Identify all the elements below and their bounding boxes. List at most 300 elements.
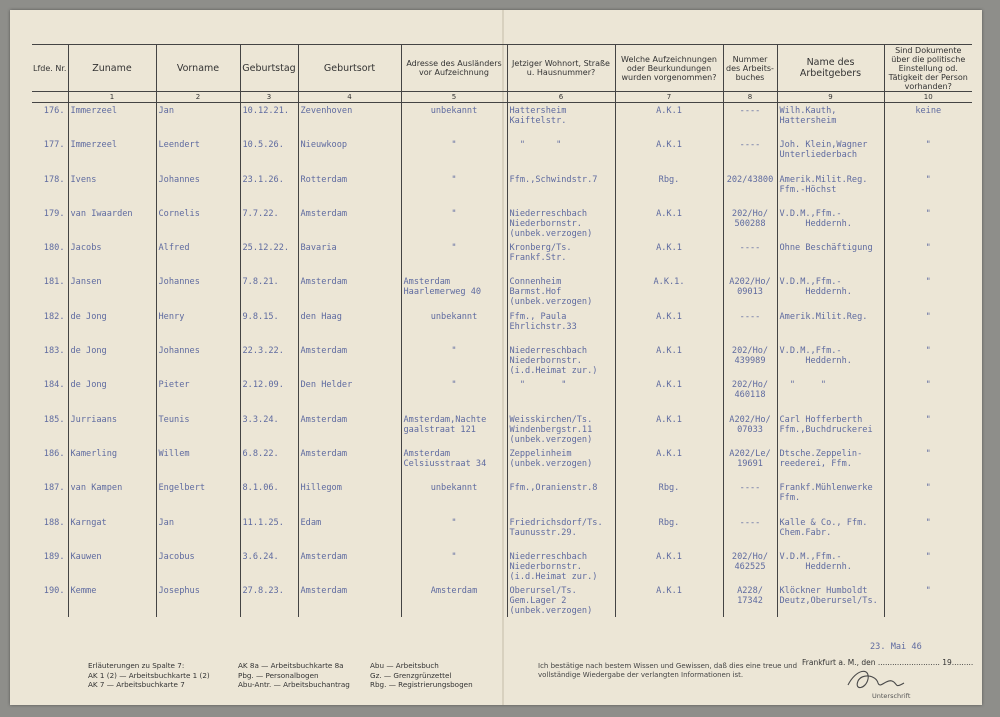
cell-geburtsort <box>298 172 401 206</box>
cell-arbeitgeber <box>777 549 884 583</box>
cell-text: 202/Ho/ 462525 <box>731 551 769 572</box>
cell-text: ---- <box>739 243 761 254</box>
cell-text: Den Helder <box>300 380 353 391</box>
cell-text: Edam <box>300 517 322 528</box>
cell-text: Wilh.Kauth, Hattersheim <box>779 106 837 126</box>
cell-dok <box>884 515 972 549</box>
cell-vorname <box>156 480 240 514</box>
cell-text: " <box>925 448 931 459</box>
cell-buch <box>723 343 777 377</box>
cell-vorname <box>156 377 240 411</box>
cell-aufz <box>615 274 723 308</box>
cell-buch <box>723 515 777 549</box>
cell-text: Bavaria <box>300 243 337 254</box>
cell-text: 11.1.25. <box>242 517 284 528</box>
cell-aufz <box>615 515 723 549</box>
cell-aufz <box>615 583 723 617</box>
column-header: Jetziger Wohnort, Straße u. Hausnummer? <box>507 45 615 92</box>
cell-wohnort <box>507 137 615 171</box>
column-header: Name des Arbeitgebers <box>777 45 884 92</box>
cell-text: ---- <box>739 140 761 151</box>
cell-wohnort <box>507 240 615 274</box>
cell-geburtstag <box>240 172 298 206</box>
cell-text: Jacobs <box>70 243 102 254</box>
year-suffix: 19 <box>942 658 952 667</box>
cell-text: Hillegom <box>300 483 342 494</box>
cell-text: Kronberg/Ts. Frankf.Str. <box>509 243 572 264</box>
cell-aufz <box>615 446 723 480</box>
cell-wohnort <box>507 583 615 617</box>
cell-geburtsort <box>298 103 401 138</box>
cell-buch <box>723 172 777 206</box>
column-number <box>32 92 68 103</box>
cell-wohnort <box>507 309 615 343</box>
cell-text: " <box>925 174 931 185</box>
cell-buch <box>723 309 777 343</box>
cell-text: de Jong <box>70 380 107 391</box>
table-row <box>32 549 972 583</box>
register-sheet <box>10 10 982 705</box>
cell-arbeitgeber <box>777 480 884 514</box>
cell-text: unbekannt <box>430 483 478 494</box>
cell-text: Jansen <box>70 277 102 288</box>
cell-text: " " <box>509 140 562 151</box>
cell-zuname <box>68 446 156 480</box>
cell-text: Amsterdam <box>300 551 348 562</box>
cell-arbeitgeber <box>777 309 884 343</box>
cell-text: " <box>451 140 457 151</box>
column-number: 7 <box>615 92 723 103</box>
cell-zuname <box>68 172 156 206</box>
typed-date: 23. Mai 46 <box>870 642 922 652</box>
cell-geburtstag <box>240 412 298 446</box>
cell-dok <box>884 240 972 274</box>
cell-text: unbekannt <box>430 106 478 116</box>
cell-dok <box>884 480 972 514</box>
cell-vorname <box>156 274 240 308</box>
cell-text: Amsterdam <box>300 277 348 288</box>
cell-text: 186. <box>43 448 65 459</box>
cell-text: 3.3.24. <box>242 414 279 425</box>
cell-wohnort <box>507 515 615 549</box>
register-body <box>32 103 972 618</box>
signature-image <box>842 665 912 695</box>
cell-nr <box>32 240 68 274</box>
cell-buch <box>723 240 777 274</box>
table-row <box>32 343 972 377</box>
cell-adresse <box>401 103 507 138</box>
cell-text: Johannes <box>158 174 200 185</box>
cell-text: A202/Ho/ 07033 <box>729 414 771 435</box>
cell-dok <box>884 343 972 377</box>
column-header: Geburtstag <box>240 45 298 92</box>
cell-text: Amsterdam,Nachte gaalstraat 121 <box>403 414 487 435</box>
legend-heading: Erläuterungen zu Spalte 7: <box>88 661 185 670</box>
cell-aufz <box>615 343 723 377</box>
cell-vorname <box>156 240 240 274</box>
cell-adresse <box>401 274 507 308</box>
cell-geburtsort <box>298 515 401 549</box>
column-number: 2 <box>156 92 240 103</box>
cell-text: Jacobus <box>158 551 195 562</box>
column-header: Sind Dokumente über die politische Einstellung od. Tätigkeit der Person vorhanden? <box>884 45 972 92</box>
cell-aufz <box>615 377 723 411</box>
cell-text: Oberursel/Ts. Gem.Lager 2 (unbek.verzogen) <box>509 586 593 617</box>
column-number: 8 <box>723 92 777 103</box>
cell-aufz <box>615 172 723 206</box>
cell-aufz <box>615 549 723 583</box>
cell-text: Amsterdam <box>300 208 348 219</box>
cell-text: A.K.1 <box>656 586 682 597</box>
table-row <box>32 103 972 138</box>
cell-vorname <box>156 583 240 617</box>
column-number: 10 <box>884 92 972 103</box>
cell-text: van Iwaarden <box>70 208 133 219</box>
cell-text: Immerzeel <box>70 140 118 151</box>
cell-wohnort <box>507 206 615 240</box>
cell-arbeitgeber <box>777 103 884 138</box>
cell-text: Rbg. <box>658 174 680 185</box>
cell-text: Pieter <box>158 380 190 391</box>
cell-wohnort <box>507 377 615 411</box>
column-header: Adresse des Ausländers vor Aufzeichnung <box>401 45 507 92</box>
cell-buch <box>723 549 777 583</box>
cell-buch <box>723 377 777 411</box>
column-header: Geburtsort <box>298 45 401 92</box>
cell-geburtstag <box>240 446 298 480</box>
cell-buch <box>723 137 777 171</box>
cell-arbeitgeber <box>777 137 884 171</box>
cell-nr <box>32 446 68 480</box>
cell-adresse <box>401 480 507 514</box>
cell-dok <box>884 377 972 411</box>
cell-text: Joh. Klein,Wagner Unterliederbach <box>779 140 868 161</box>
cell-text: 180. <box>43 243 65 254</box>
cell-text: 189. <box>43 551 65 562</box>
cell-arbeitgeber <box>777 343 884 377</box>
cell-text: 27.8.23. <box>242 586 284 597</box>
cell-arbeitgeber <box>777 172 884 206</box>
legend-col-3 <box>370 661 473 690</box>
cell-text: " <box>451 380 457 391</box>
cell-vorname <box>156 412 240 446</box>
cell-text: Willem <box>158 448 190 459</box>
cell-geburtstag <box>240 583 298 617</box>
cell-text: Zevenhoven <box>300 106 353 116</box>
cell-text: Karngat <box>70 517 107 528</box>
cell-wohnort <box>507 343 615 377</box>
table-row <box>32 377 972 411</box>
cell-text: 178. <box>43 174 65 185</box>
cell-text: Niederreschbach Niederbornstr. (i.d.Heimat zur.) <box>509 346 598 377</box>
cell-text: " <box>925 517 931 528</box>
cell-adresse <box>401 377 507 411</box>
cell-text: ---- <box>739 483 761 494</box>
cell-dok <box>884 446 972 480</box>
cell-text: Amsterdam <box>300 448 348 459</box>
table-row <box>32 446 972 480</box>
cell-text: 7.7.22. <box>242 208 279 219</box>
cell-text: 2.12.09. <box>242 380 284 391</box>
cell-adresse <box>401 583 507 617</box>
cell-aufz <box>615 480 723 514</box>
cell-buch <box>723 412 777 446</box>
cell-text: Kalle & Co., Ffm. Chem.Fabr. <box>779 517 868 538</box>
cell-arbeitgeber <box>777 583 884 617</box>
cell-geburtstag <box>240 549 298 583</box>
legend-entry: AK 7 — Arbeitsbuchkarte 7 <box>88 680 185 689</box>
cell-nr <box>32 103 68 138</box>
cell-text: V.D.M.,Ffm.- Heddernh. <box>779 208 852 229</box>
cell-text: 9.8.15. <box>242 311 279 322</box>
cell-wohnort <box>507 274 615 308</box>
column-number: 4 <box>298 92 401 103</box>
cell-adresse <box>401 206 507 240</box>
cell-nr <box>32 412 68 446</box>
cell-text: Weisskirchen/Ts. Windenbergstr.11 (unbek.verzogen) <box>509 414 593 445</box>
column-number: 9 <box>777 92 884 103</box>
cell-zuname <box>68 549 156 583</box>
column-number: 5 <box>401 92 507 103</box>
cell-text: Dtsche.Zeppelin- reederei, Ffm. <box>779 448 863 469</box>
cell-text: " <box>451 208 457 219</box>
cell-wohnort <box>507 446 615 480</box>
table-row <box>32 412 972 446</box>
table-row <box>32 515 972 549</box>
cell-text: 182. <box>43 311 65 322</box>
cell-text: A202/Ho/ 09013 <box>729 277 771 298</box>
cell-geburtsort <box>298 377 401 411</box>
cell-dok <box>884 412 972 446</box>
cell-text: Niederreschbach Niederbornstr. (unbek.verzogen) <box>509 208 593 239</box>
cell-text: " <box>925 380 931 391</box>
cell-aufz <box>615 309 723 343</box>
cell-text: Alfred <box>158 243 190 254</box>
cell-text: ---- <box>739 311 761 322</box>
cell-text: " <box>451 517 457 528</box>
cell-text: Teunis <box>158 414 190 425</box>
cell-text: Carl Hofferberth Ffm.,Buchdruckerei <box>779 414 873 435</box>
cell-zuname <box>68 480 156 514</box>
cell-text: Jurriaans <box>70 414 118 425</box>
cell-zuname <box>68 309 156 343</box>
cell-arbeitgeber <box>777 446 884 480</box>
table-row <box>32 309 972 343</box>
cell-geburtsort <box>298 583 401 617</box>
cell-zuname <box>68 515 156 549</box>
cell-geburtstag <box>240 480 298 514</box>
cell-geburtsort <box>298 206 401 240</box>
cell-text: A.K.1. <box>653 277 685 288</box>
cell-nr <box>32 137 68 171</box>
cell-text: Ffm.,Schwindstr.7 <box>509 174 598 185</box>
cell-wohnort <box>507 172 615 206</box>
cell-text: Ffm.,Oranienstr.8 <box>509 483 598 494</box>
column-header: Nummer des Arbeits-buches <box>723 45 777 92</box>
cell-text: 7.8.21. <box>242 277 279 288</box>
cell-dok <box>884 137 972 171</box>
cell-text: Kamerling <box>70 448 118 459</box>
cell-geburtsort <box>298 446 401 480</box>
column-number: 6 <box>507 92 615 103</box>
cell-text: unbekannt <box>430 311 478 322</box>
cell-text: 8.1.06. <box>242 483 279 494</box>
cell-text: Jan <box>158 106 175 116</box>
cell-dok <box>884 583 972 617</box>
column-number: 1 <box>68 92 156 103</box>
cell-dok <box>884 172 972 206</box>
cell-text: Amerik.Milit.Reg. Ffm.-Höchst <box>779 174 868 195</box>
cell-geburtstag <box>240 206 298 240</box>
signature-label: Unterschrift <box>872 692 911 700</box>
place-date-line: Frankfurt a. M., den .......................... 19......... <box>802 658 974 667</box>
cell-adresse <box>401 446 507 480</box>
cell-vorname <box>156 549 240 583</box>
table-row <box>32 583 972 617</box>
cell-dok <box>884 549 972 583</box>
cell-buch <box>723 103 777 138</box>
cell-zuname <box>68 137 156 171</box>
cell-text: " " <box>779 380 827 391</box>
cell-vorname <box>156 309 240 343</box>
cell-text: 176. <box>43 106 65 116</box>
legend-col-2 <box>238 661 350 690</box>
cell-buch <box>723 480 777 514</box>
cell-text: V.D.M.,Ffm.- Heddernh. <box>779 346 852 367</box>
cell-text: Rbg. <box>658 517 680 528</box>
cell-text: 202/43800 <box>726 174 774 185</box>
legend-entry: Pbg. — Personalbogen <box>238 670 319 680</box>
cell-zuname <box>68 206 156 240</box>
cell-nr <box>32 172 68 206</box>
cell-text: Hattersheim Kaiftelstr. <box>509 106 567 126</box>
cell-adresse <box>401 343 507 377</box>
cell-text: Ffm., Paula Ehrlichstr.33 <box>509 311 577 332</box>
cell-nr <box>32 274 68 308</box>
cell-text: " <box>451 551 457 562</box>
cell-wohnort <box>507 480 615 514</box>
table-row <box>32 274 972 308</box>
cell-buch <box>723 274 777 308</box>
cell-text: " <box>925 140 931 151</box>
cell-adresse <box>401 172 507 206</box>
legend-col-1 <box>88 661 210 690</box>
cell-arbeitgeber <box>777 240 884 274</box>
cell-text: Johannes <box>158 346 200 357</box>
place-label: Frankfurt a. M., den <box>802 658 876 667</box>
cell-geburtsort <box>298 480 401 514</box>
legend-entry: Abu — Arbeitsbuch <box>370 661 439 670</box>
cell-text: Henry <box>158 311 185 322</box>
cell-zuname <box>68 583 156 617</box>
cell-text: A.K.1 <box>656 414 682 425</box>
cell-arbeitgeber <box>777 274 884 308</box>
cell-text: Amsterdam <box>300 586 348 597</box>
cell-text: " <box>925 551 931 562</box>
column-number: 3 <box>240 92 298 103</box>
cell-zuname <box>68 377 156 411</box>
cell-text: Leendert <box>158 140 200 151</box>
cell-text: 3.6.24. <box>242 551 279 562</box>
cell-arbeitgeber <box>777 412 884 446</box>
cell-text: 10.12.21. <box>242 106 290 116</box>
cell-aufz <box>615 137 723 171</box>
cell-text: 184. <box>43 380 65 391</box>
legend-entry: AK 1 (2) — Arbeitsbuchkarte 1 (2) <box>88 670 210 680</box>
legend-entry: Gz. — Grenzgrünzettel <box>370 670 452 680</box>
cell-text: 181. <box>43 277 65 288</box>
cell-geburtstag <box>240 274 298 308</box>
cell-text: Kauwen <box>70 551 102 562</box>
cell-text: A.K.1 <box>656 106 682 116</box>
cell-zuname <box>68 274 156 308</box>
cell-text: Rotterdam <box>300 174 348 185</box>
cell-text: 187. <box>43 483 65 494</box>
cell-adresse <box>401 515 507 549</box>
cell-geburtsort <box>298 309 401 343</box>
cell-text: " <box>451 174 457 185</box>
table-row <box>32 172 972 206</box>
cell-text: A.K.1 <box>656 140 682 151</box>
cell-text: A228/ 17342 <box>737 586 763 607</box>
cell-buch <box>723 583 777 617</box>
cell-adresse <box>401 549 507 583</box>
cell-text: 6.8.22. <box>242 448 279 459</box>
cell-vorname <box>156 446 240 480</box>
cell-adresse <box>401 240 507 274</box>
cell-text: Friedrichsdorf/Ts. Taunusstr.29. <box>509 517 603 538</box>
cell-geburtsort <box>298 549 401 583</box>
cell-nr <box>32 549 68 583</box>
cell-text: " " <box>509 380 567 391</box>
cell-zuname <box>68 240 156 274</box>
cell-text: Cornelis <box>158 208 200 219</box>
cell-dok <box>884 309 972 343</box>
cell-text: 190. <box>43 586 65 597</box>
legend-entry: Abu-Antr. — Arbeitsbuchantrag <box>238 680 350 689</box>
table-row <box>32 240 972 274</box>
cell-wohnort <box>507 103 615 138</box>
cell-dok <box>884 103 972 138</box>
cell-vorname <box>156 206 240 240</box>
cell-text: A202/Le/ 19691 <box>729 448 771 469</box>
cell-geburtstag <box>240 240 298 274</box>
cell-arbeitgeber <box>777 206 884 240</box>
cell-aufz <box>615 103 723 138</box>
cell-text: 185. <box>43 414 65 425</box>
cell-nr <box>32 583 68 617</box>
cell-geburtsort <box>298 343 401 377</box>
cell-text: 10.5.26. <box>242 140 284 151</box>
cell-nr <box>32 515 68 549</box>
cell-text: A.K.1 <box>656 346 682 357</box>
cell-nr <box>32 377 68 411</box>
cell-buch <box>723 446 777 480</box>
cell-text: " <box>925 414 931 425</box>
cell-geburtsort <box>298 412 401 446</box>
cell-geburtsort <box>298 240 401 274</box>
cell-text: A.K.1 <box>656 243 682 254</box>
cell-vorname <box>156 103 240 138</box>
column-header: Vorname <box>156 45 240 92</box>
legend-entry: AK 8a — Arbeitsbuchkarte 8a <box>238 661 344 670</box>
cell-vorname <box>156 515 240 549</box>
cell-text: 179. <box>43 208 65 219</box>
cell-vorname <box>156 172 240 206</box>
cell-geburtsort <box>298 274 401 308</box>
cell-dok <box>884 274 972 308</box>
column-header: Lfde. Nr. <box>32 45 68 92</box>
